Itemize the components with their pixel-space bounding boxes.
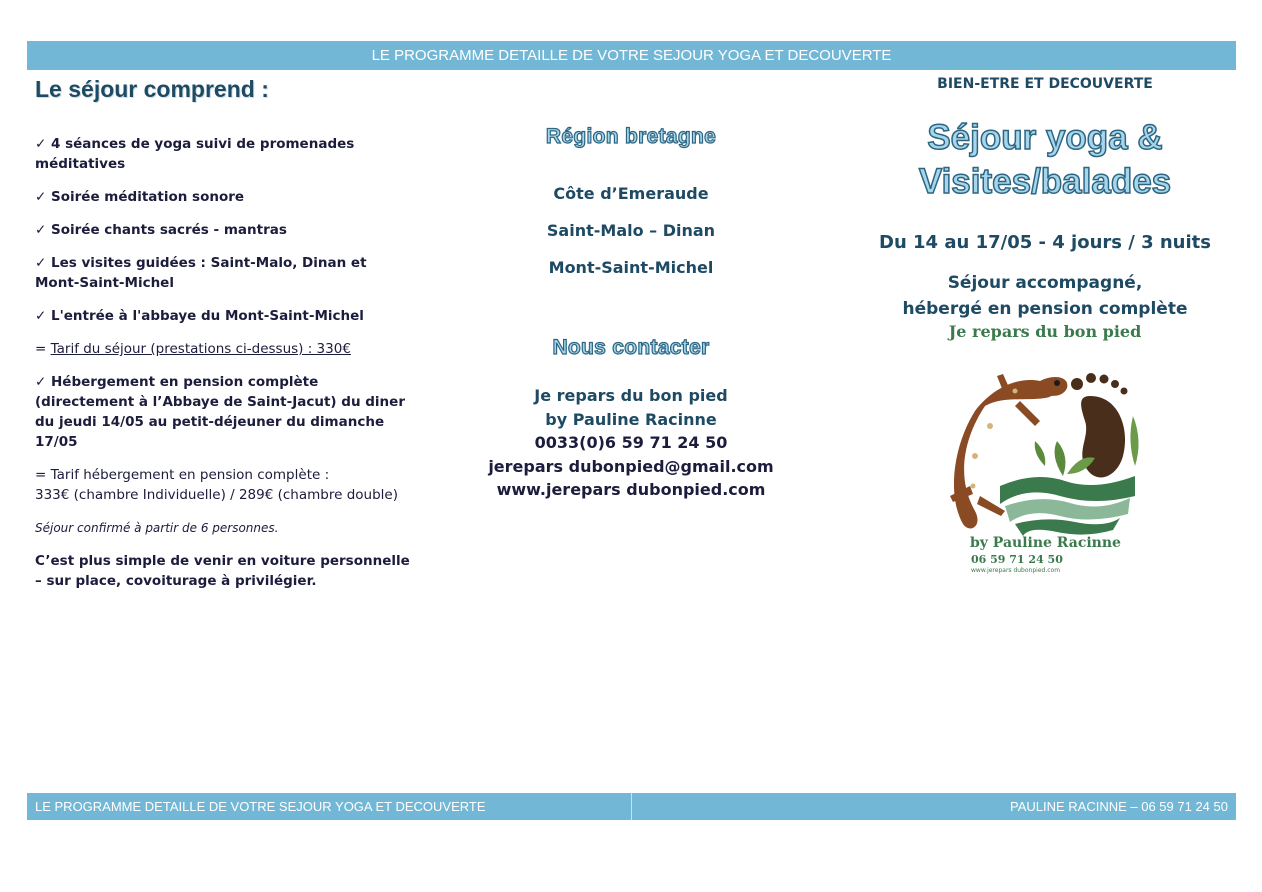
tarif-hebergement (35, 465, 415, 505)
included-item: ✓ 4 séances de yoga suivi de promenades méditatives (35, 136, 355, 172)
region-title: Région bretagne (545, 125, 717, 148)
tarif-sejour-text: Tarif du séjour (prestations ci-dessus) : 330€ (50, 341, 351, 357)
included-item: ✓ Soirée méditation sonore (35, 189, 245, 205)
region-contact-section (480, 120, 782, 502)
included-item: ✓ L'entrée à l'abbaye du Mont-Saint-Michel (35, 308, 364, 324)
logo-top-text: Je repars du bon pied (948, 322, 1142, 341)
region-place: Mont-Saint-Michel (548, 258, 714, 277)
footer-band (27, 793, 1236, 820)
included-item: ✓ Soirée chants sacrés - mantras (35, 222, 287, 238)
hebergement-item: ✓ Hébergement en pension complète (directement à l’Abbaye de Saint-Jacut) du diner du jeudi 14/05 au petit-déjeuner du dimanche 17/05 (35, 374, 405, 450)
sejour-title (855, 116, 1235, 204)
sejour-summary (855, 72, 1235, 322)
tarif-sejour (35, 339, 415, 359)
included-title: Le séjour comprend : (35, 76, 269, 102)
footer-left: LE PROGRAMME DETAILLE DE VOTRE SEJOUR YOGA ET DECOUVERTE (35, 799, 486, 814)
tarif-prefix: = (35, 341, 51, 357)
car-note: C’est plus simple de venir en voiture personnelle – sur place, covoiturage à privilégier. (35, 553, 410, 589)
logo-by-text: by Pauline Racinne (970, 535, 1121, 551)
contact-title: Nous contacter (552, 336, 710, 359)
confirmation-note: Séjour confirmé à partir de 6 personnes. (35, 521, 279, 535)
brand-logo (930, 322, 1160, 577)
region-place: Côte d’Emeraude (553, 184, 709, 203)
contact-name: Je repars du bon pied (534, 386, 728, 405)
header-band: LE PROGRAMME DETAILLE DE VOTRE SEJOUR YOGA ET DECOUVERTE (27, 41, 1236, 70)
contact-by: by Pauline Racinne (545, 409, 717, 429)
included-section (35, 72, 415, 604)
sejour-dates: Du 14 au 17/05 - 4 jours / 3 nuits (879, 232, 1211, 253)
region-place: Saint-Malo – Dinan (546, 221, 716, 240)
footer-right: PAULINE RACINNE – 06 59 71 24 50 (1010, 799, 1228, 814)
accompagnement-line: hébergé en pension complète (902, 299, 1188, 319)
contact-phone[interactable]: 0033(0)6 59 71 24 50 (534, 433, 728, 452)
tarif-hebergement-line: 333€ (chambre Individuelle) / 289€ (chambre double) (35, 487, 398, 503)
contact-website[interactable]: www.jerepars dubonpied.com (496, 480, 766, 499)
accompagnement-line: Séjour accompagné, (947, 273, 1143, 293)
included-item: ✓ Les visites guidées : Saint-Malo, Dinan et Mont-Saint-Michel (35, 255, 367, 291)
kicker: BIEN-ETRE ET DECOUVERTE (937, 76, 1153, 92)
logo-website: www.jerepars dubonpied.com (971, 567, 1061, 574)
sejour-title-line: Séjour yoga & (927, 118, 1163, 157)
sejour-accompagnement (855, 270, 1235, 322)
footer-divider (631, 793, 632, 820)
sejour-title-line: Visites/balades (918, 162, 1172, 201)
salamander-footprint-icon (945, 346, 1145, 546)
logo-phone: 06 59 71 24 50 (971, 553, 1063, 566)
tarif-hebergement-line: = Tarif hébergement en pension complète : (35, 467, 330, 483)
contact-email[interactable]: jerepars dubonpied@gmail.com (488, 456, 774, 476)
